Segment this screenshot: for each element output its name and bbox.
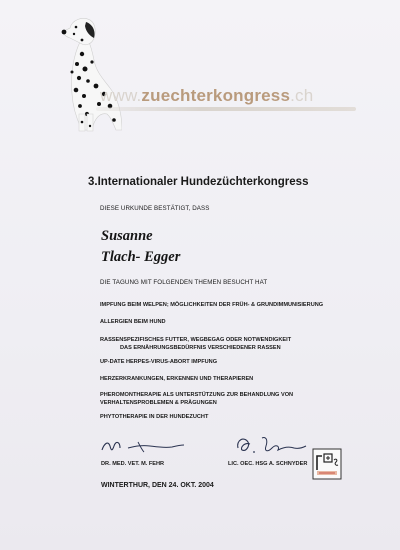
website-url — [100, 86, 313, 106]
topic-item — [100, 336, 291, 352]
website-prefix: www. — [100, 86, 142, 105]
header-rule — [96, 107, 356, 111]
topic-item: IMPFUNG BEIM WELPEN; MÖGLICHKEITEN DER FRÜH- & GRUNDIMMUNISIERUNG — [100, 302, 324, 308]
certificate-title: 3.Internationaler Hundezüchterkongress — [88, 176, 309, 188]
topic-item: PHYTOTHERAPIE IN DER HUNDEZUCHT — [100, 414, 209, 420]
signature-schnyder-image — [232, 430, 312, 460]
signatory-right: LIC. OEC. HSG A. SCHNYDER — [228, 461, 308, 467]
signature-fehr-image — [98, 430, 188, 460]
intro-text: DIESE URKUNDE BESTÄTIGT, DASS — [100, 205, 210, 212]
topic-item: HERZERKRANKUNGEN, ERKENNEN UND THERAPIEREN — [100, 376, 254, 382]
topic-line: DAS ERNÄHRUNGSBEDÜRFNIS VERSCHIEDENER RASSEN — [120, 345, 281, 351]
topic-item — [100, 391, 293, 407]
topic-line: VERHALTENSPROBLEMEN & PRÄGUNGEN — [100, 400, 217, 406]
topic-item: UP-DATE HERPES-VIRUS-ABORT IMPFUNG — [100, 359, 218, 365]
recipient-first-name: Susanne — [101, 228, 153, 244]
attended-text: DIE TAGUNG MIT FOLGENDEN THEMEN BESUCHT HAT — [100, 279, 268, 286]
organizer-logo-image — [312, 448, 342, 480]
signatory-left: DR. MED. VET. M. FEHR — [101, 461, 165, 467]
website-suffix: .ch — [290, 86, 314, 105]
topic-item: ALLERGIEN BEIM HUND — [100, 319, 166, 325]
topic-line: PHEROMONTHERAPIE ALS UNTERSTÜTZUNG ZUR BEHANDLUNG VON — [100, 392, 294, 398]
website-brand: zuechterkongress — [141, 86, 291, 105]
dalmatian-dog-image — [52, 14, 122, 134]
recipient-last-name: Tlach- Egger — [101, 249, 181, 265]
place-date: WINTERTHUR, DEN 24. OKT. 2004 — [101, 482, 214, 489]
topic-line: RASSENSPEZIFISCHES FUTTER, WEGBEGAG ODER NOTWENDIGKEIT — [100, 337, 292, 343]
